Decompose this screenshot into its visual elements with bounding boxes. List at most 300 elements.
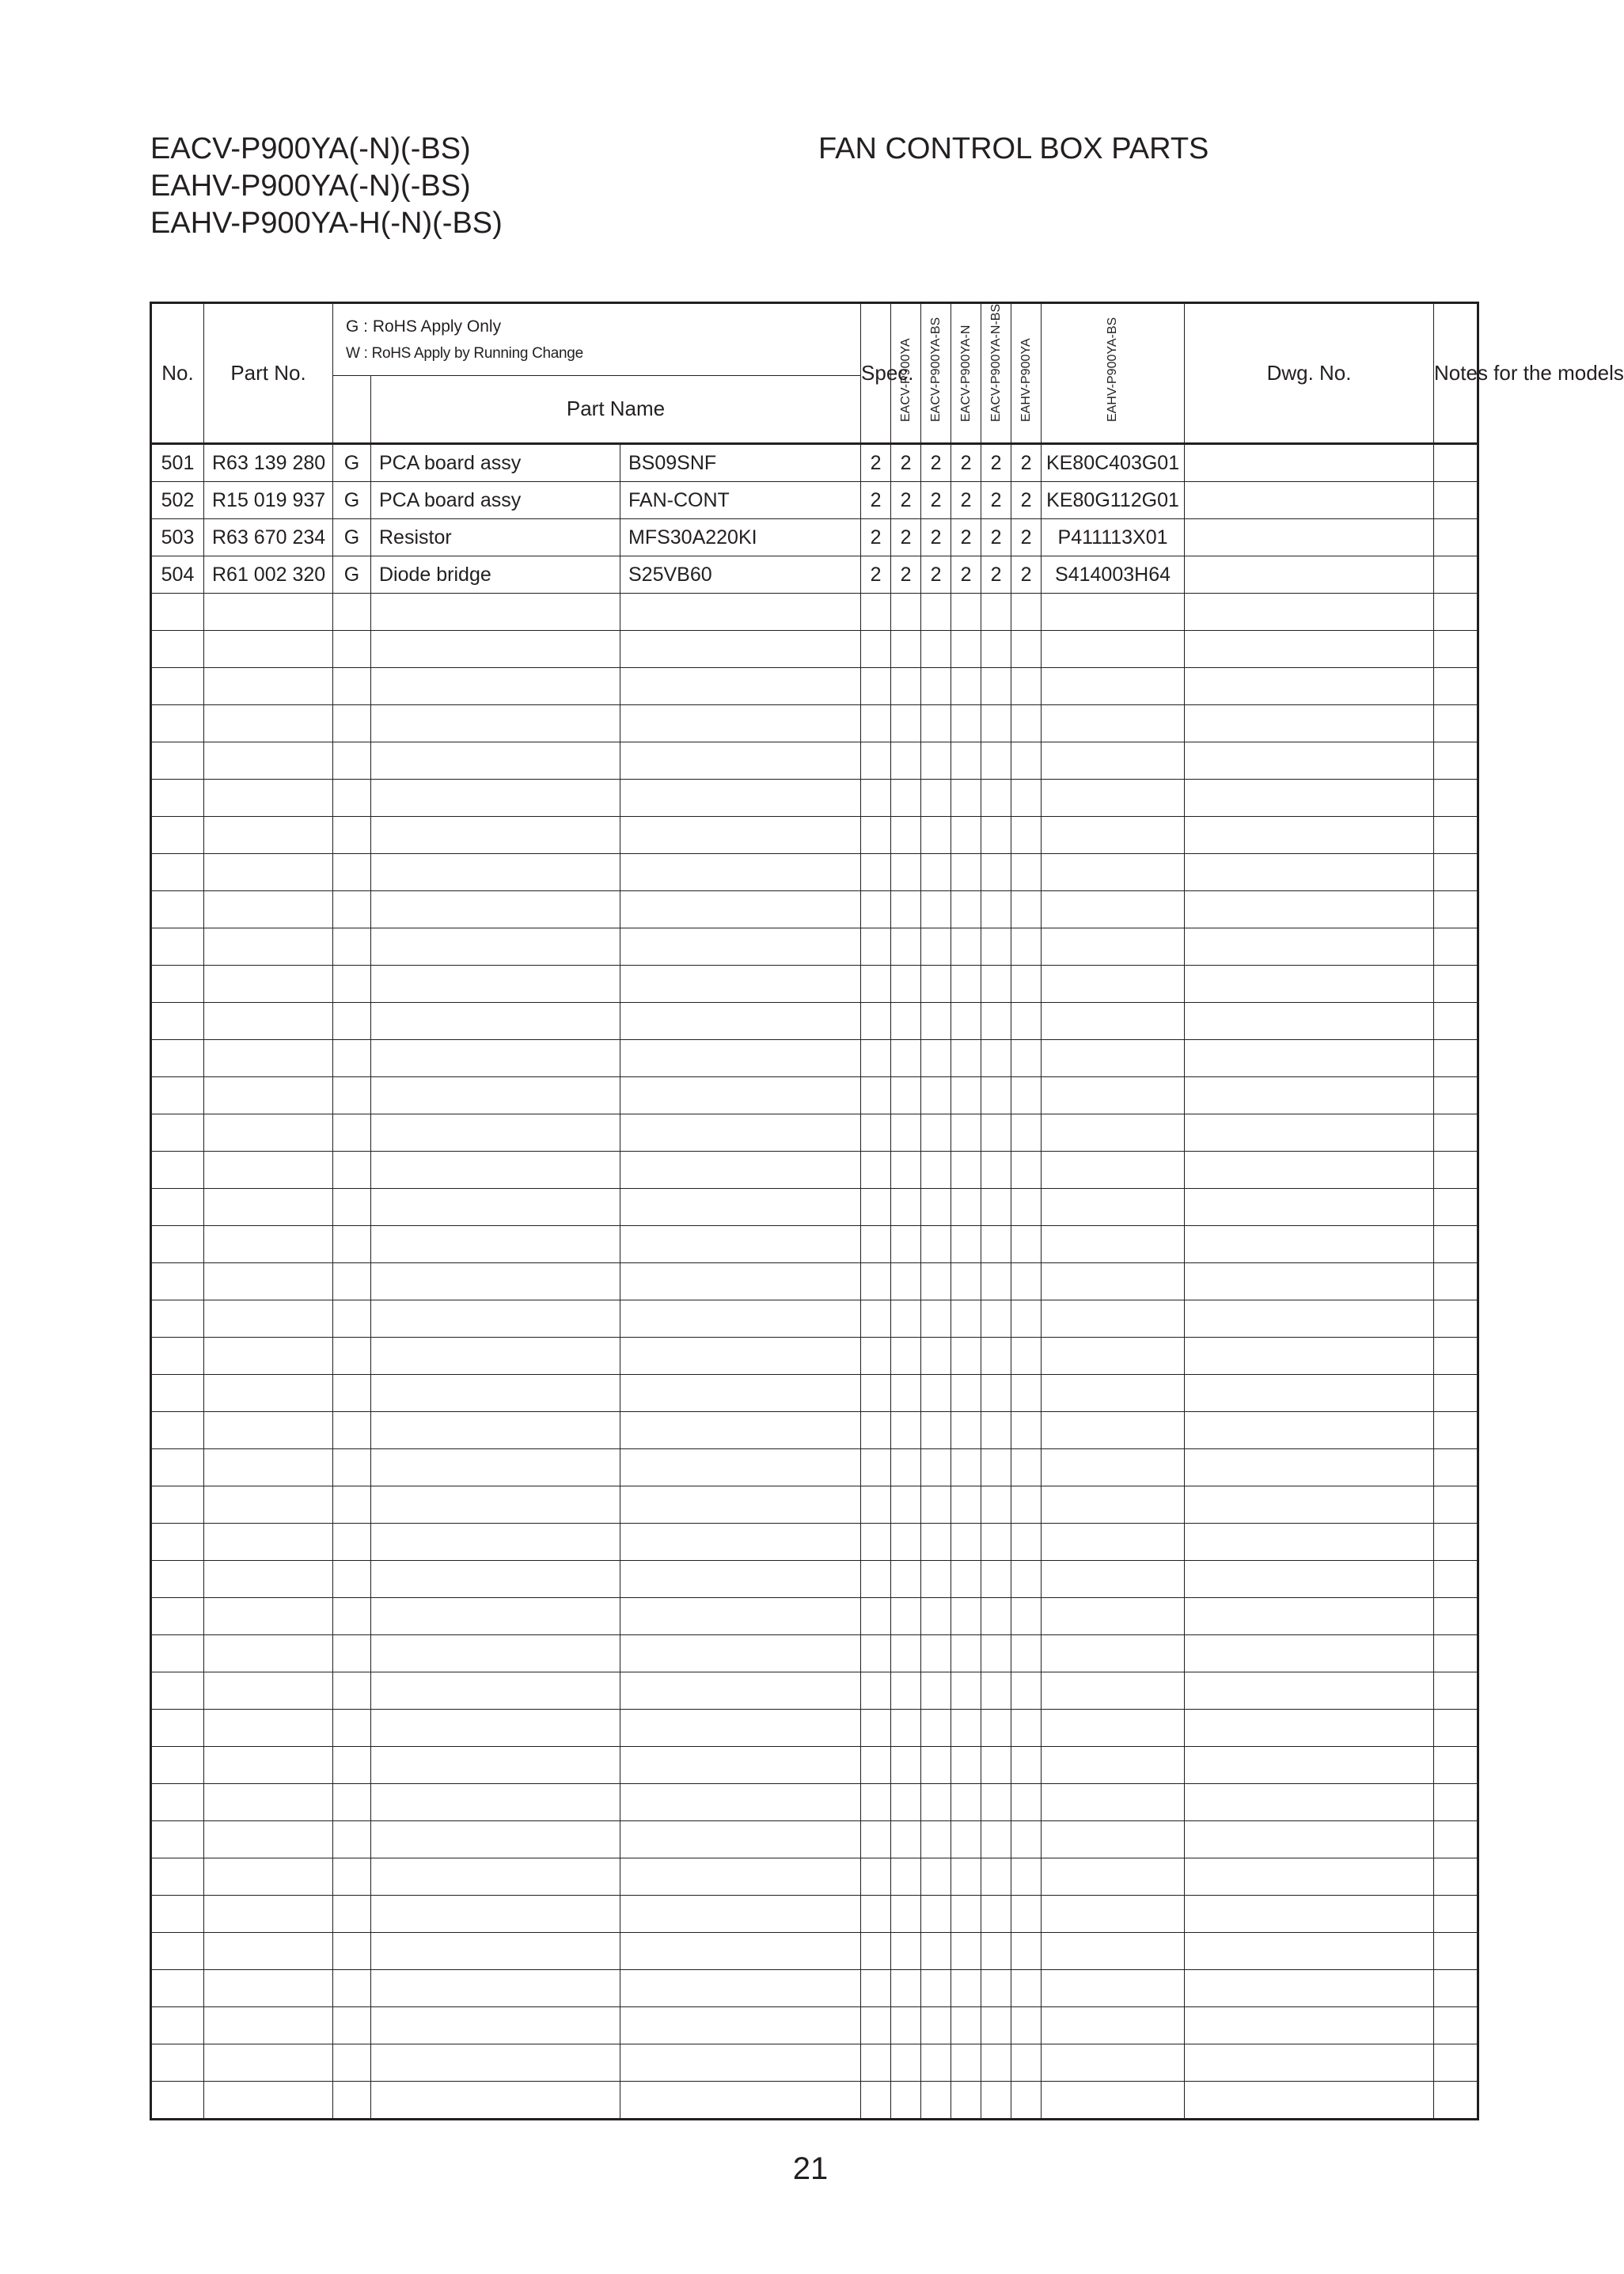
cell-notes [1185,1114,1434,1152]
cell-qty [951,1933,981,1970]
cell-spec [620,1114,861,1152]
cell-qty [861,780,891,817]
cell-qty [951,631,981,668]
cell-qty [951,1672,981,1710]
cell-qty [921,2082,951,2120]
empty-table-row [151,891,1478,928]
empty-table-row [151,668,1478,705]
cell-part-no [204,1598,333,1635]
cell-part-name [371,1524,620,1561]
cell-dwg-no [1042,1189,1185,1226]
cell-part-name [371,1375,620,1412]
cell-revision [1434,631,1478,668]
cell-rohs [333,1896,371,1933]
cell-qty: 2 [1011,482,1042,519]
cell-spec [620,1449,861,1486]
cell-part-no [204,1449,333,1486]
cell-qty [861,966,891,1003]
cell-qty [951,1635,981,1672]
cell-qty [1011,1003,1042,1040]
empty-table-row [151,1524,1478,1561]
cell-qty: 2 [891,556,921,594]
cell-qty [921,742,951,780]
empty-table-row [151,1114,1478,1152]
cell-qty [951,1747,981,1784]
cell-no [151,1077,204,1114]
cell-qty [981,705,1011,742]
empty-table-row [151,1375,1478,1412]
cell-part-no [204,1003,333,1040]
cell-qty [891,631,921,668]
cell-spec [620,1077,861,1114]
cell-no [151,705,204,742]
cell-qty [951,1784,981,1821]
cell-qty [981,1821,1011,1858]
cell-no: 502 [151,482,204,519]
cell-part-no [204,1635,333,1672]
cell-qty [891,1300,921,1338]
cell-qty [1011,1114,1042,1152]
cell-part-name [371,1300,620,1338]
cell-notes [1185,631,1434,668]
cell-revision [1434,556,1478,594]
cell-no [151,1821,204,1858]
cell-spec [620,1784,861,1821]
cell-qty [861,1524,891,1561]
cell-no: 503 [151,519,204,556]
cell-qty [921,1598,951,1635]
cell-spec [620,780,861,817]
cell-no: 501 [151,444,204,482]
cell-revision [1434,2082,1478,2120]
cell-part-name [371,1672,620,1710]
empty-table-row [151,1561,1478,1598]
cell-no [151,1338,204,1375]
cell-dwg-no [1042,1896,1185,1933]
col-header-model-4 [981,303,1011,444]
cell-qty [861,891,891,928]
cell-notes [1185,1933,1434,1970]
cell-notes [1185,482,1434,519]
empty-table-row [151,1858,1478,1896]
cell-qty: 2 [981,444,1011,482]
cell-no [151,742,204,780]
model-label: EACV-P900YA-N [958,325,973,422]
cell-qty: 2 [861,519,891,556]
cell-qty [981,1858,1011,1896]
cell-rohs [333,1524,371,1561]
cell-qty: 2 [951,519,981,556]
cell-part-name [371,1970,620,2007]
cell-rohs [333,705,371,742]
cell-dwg-no: KE80C403G01 [1042,444,1185,482]
cell-qty [1011,1189,1042,1226]
cell-part-no [204,854,333,891]
cell-part-name [371,1040,620,1077]
cell-part-no [204,2082,333,2120]
empty-table-row [151,780,1478,817]
cell-qty [1011,705,1042,742]
cell-part-name [371,1784,620,1821]
cell-part-no: R63 670 234 [204,519,333,556]
cell-qty [951,1114,981,1152]
cell-qty [981,631,1011,668]
cell-qty [891,1486,921,1524]
cell-revision [1434,1896,1478,1933]
cell-part-no [204,742,333,780]
cell-qty [1011,854,1042,891]
empty-table-row [151,705,1478,742]
cell-qty [891,1858,921,1896]
cell-qty [891,1561,921,1598]
col-header-no: No. [151,303,204,444]
cell-rohs [333,1747,371,1784]
cell-revision [1434,1152,1478,1189]
cell-part-name [371,1710,620,1747]
cell-qty [921,1189,951,1226]
empty-table-row [151,1672,1478,1710]
cell-no [151,1375,204,1412]
cell-revision [1434,1300,1478,1338]
cell-dwg-no [1042,817,1185,854]
cell-qty [921,854,951,891]
cell-qty [861,2044,891,2082]
cell-revision [1434,482,1478,519]
cell-rohs [333,1077,371,1114]
cell-part-no [204,1710,333,1747]
cell-notes [1185,742,1434,780]
cell-dwg-no [1042,2044,1185,2082]
cell-qty [861,1300,891,1338]
cell-qty: 2 [861,444,891,482]
cell-rohs [333,1375,371,1412]
cell-qty [921,1449,951,1486]
cell-qty [921,891,951,928]
cell-qty [1011,1672,1042,1710]
model-label: EAHV-P900YA-BS [1106,317,1120,422]
cell-qty [891,1635,921,1672]
cell-rohs [333,668,371,705]
cell-revision [1434,705,1478,742]
cell-notes [1185,1003,1434,1040]
empty-table-row [151,631,1478,668]
cell-qty [921,1635,951,1672]
cell-qty [891,817,921,854]
cell-part-name [371,1747,620,1784]
empty-table-row [151,1263,1478,1300]
cell-qty [921,594,951,631]
cell-part-no [204,1747,333,1784]
empty-table-row [151,854,1478,891]
cell-qty [891,966,921,1003]
col-header-model-6 [1042,303,1185,444]
cell-qty [861,2007,891,2044]
cell-qty [921,1152,951,1189]
cell-qty [951,1821,981,1858]
cell-qty [921,2044,951,2082]
cell-notes [1185,2044,1434,2082]
cell-notes [1185,1152,1434,1189]
cell-qty [1011,2007,1042,2044]
cell-notes [1185,1412,1434,1449]
cell-no [151,594,204,631]
cell-part-name [371,1821,620,1858]
cell-qty [861,1858,891,1896]
empty-table-row [151,1226,1478,1263]
cell-qty [951,928,981,966]
cell-qty [1011,742,1042,780]
parts-table [150,302,1624,2120]
cell-notes [1185,1338,1434,1375]
cell-notes [1185,928,1434,966]
cell-qty [951,1226,981,1263]
cell-spec [620,1263,861,1300]
cell-part-no [204,966,333,1003]
cell-qty [861,1375,891,1412]
cell-qty [1011,966,1042,1003]
cell-no [151,1449,204,1486]
cell-qty [981,1598,1011,1635]
cell-qty [981,1152,1011,1189]
cell-revision [1434,780,1478,817]
cell-qty [891,1784,921,1821]
cell-notes [1185,1375,1434,1412]
table-row [151,556,1478,594]
cell-revision [1434,1263,1478,1300]
model-line: EAHV-P900YA(-N)(-BS) [150,169,471,203]
cell-qty [951,1598,981,1635]
cell-part-name [371,1561,620,1598]
cell-rohs: G [333,444,371,482]
cell-qty [1011,1263,1042,1300]
cell-qty [921,1710,951,1747]
cell-qty: 2 [891,482,921,519]
cell-qty [1011,1598,1042,1635]
cell-qty [981,1449,1011,1486]
cell-qty [891,1375,921,1412]
cell-part-name [371,891,620,928]
cell-qty [861,1561,891,1598]
cell-qty [861,928,891,966]
cell-qty [981,928,1011,966]
cell-dwg-no: P411113X01 [1042,519,1185,556]
empty-table-row [151,742,1478,780]
cell-qty [951,2007,981,2044]
cell-notes [1185,556,1434,594]
cell-rohs [333,1300,371,1338]
cell-qty [861,1672,891,1710]
cell-dwg-no [1042,1710,1185,1747]
cell-spec [620,1561,861,1598]
cell-part-no [204,1040,333,1077]
cell-qty: 2 [921,556,951,594]
cell-qty [891,2082,921,2120]
cell-spec [620,1189,861,1226]
cell-part-no [204,1858,333,1896]
cell-qty [951,1486,981,1524]
cell-qty [981,742,1011,780]
cell-part-no: R61 002 320 [204,556,333,594]
cell-rohs [333,1338,371,1375]
cell-qty [1011,1338,1042,1375]
cell-part-no [204,1486,333,1524]
cell-qty [861,1449,891,1486]
empty-table-row [151,1449,1478,1486]
cell-qty [951,1375,981,1412]
cell-qty: 2 [951,444,981,482]
cell-revision [1434,1561,1478,1598]
cell-qty [981,1003,1011,1040]
model-label: EACV-P900YA-N-BS [988,303,1003,422]
cell-qty [891,1003,921,1040]
cell-notes [1185,1747,1434,1784]
cell-qty [921,1375,951,1412]
cell-revision [1434,2044,1478,2082]
cell-revision [1434,1635,1478,1672]
cell-part-no [204,1375,333,1412]
cell-qty [891,1449,921,1486]
cell-qty [921,817,951,854]
cell-qty [921,631,951,668]
cell-no [151,668,204,705]
cell-notes [1185,1263,1434,1300]
cell-qty: 2 [1011,519,1042,556]
cell-part-name [371,1189,620,1226]
cell-notes [1185,1449,1434,1486]
cell-rohs [333,1114,371,1152]
empty-table-row [151,1040,1478,1077]
cell-spec [620,2007,861,2044]
cell-rohs: G [333,556,371,594]
cell-qty: 2 [981,556,1011,594]
cell-part-name [371,742,620,780]
cell-revision [1434,1933,1478,1970]
cell-qty [891,1710,921,1747]
cell-qty [981,1635,1011,1672]
cell-spec: S25VB60 [620,556,861,594]
cell-qty: 2 [1011,556,1042,594]
cell-rohs [333,631,371,668]
empty-table-row [151,1338,1478,1375]
cell-no [151,1040,204,1077]
cell-dwg-no [1042,705,1185,742]
cell-part-name [371,594,620,631]
cell-revision [1434,2007,1478,2044]
cell-part-no [204,1189,333,1226]
cell-dwg-no [1042,1970,1185,2007]
table-row [151,444,1478,482]
cell-no [151,1152,204,1189]
cell-spec [620,705,861,742]
cell-qty [981,1263,1011,1300]
cell-qty [891,1226,921,1263]
cell-qty [921,1672,951,1710]
cell-part-no [204,1412,333,1449]
cell-revision [1434,966,1478,1003]
cell-qty [1011,594,1042,631]
cell-no [151,891,204,928]
cell-qty [921,1933,951,1970]
cell-dwg-no [1042,891,1185,928]
cell-revision [1434,1189,1478,1226]
cell-notes [1185,705,1434,742]
cell-qty [1011,2044,1042,2082]
cell-qty [861,1338,891,1375]
cell-qty [891,928,921,966]
cell-part-no [204,1896,333,1933]
cell-revision [1434,1114,1478,1152]
cell-qty [951,891,981,928]
cell-spec [620,742,861,780]
cell-dwg-no [1042,1598,1185,1635]
cell-qty [921,928,951,966]
cell-rohs [333,1226,371,1263]
cell-revision [1434,1040,1478,1077]
cell-dwg-no [1042,928,1185,966]
cell-qty [951,594,981,631]
cell-revision [1434,1375,1478,1412]
cell-rohs [333,594,371,631]
cell-qty: 2 [951,482,981,519]
cell-qty [861,1747,891,1784]
cell-rohs [333,1263,371,1300]
cell-qty [951,705,981,742]
cell-qty [861,742,891,780]
cell-qty [861,1152,891,1189]
cell-qty [921,1970,951,2007]
cell-revision [1434,1672,1478,1710]
cell-part-no [204,1300,333,1338]
cell-no [151,1710,204,1747]
empty-table-row [151,1598,1478,1635]
cell-part-name [371,1263,620,1300]
cell-rohs [333,1412,371,1449]
cell-part-no [204,1077,333,1114]
col-header-model-1 [891,303,921,444]
cell-part-no [204,928,333,966]
cell-notes [1185,817,1434,854]
cell-qty [1011,1896,1042,1933]
cell-dwg-no [1042,742,1185,780]
cell-qty [951,1896,981,1933]
cell-rohs [333,1710,371,1747]
cell-dwg-no [1042,1635,1185,1672]
cell-qty [861,817,891,854]
cell-rohs [333,817,371,854]
cell-revision [1434,817,1478,854]
cell-qty [981,1114,1011,1152]
cell-qty [921,1524,951,1561]
cell-revision [1434,444,1478,482]
cell-qty [951,1561,981,1598]
cell-rohs [333,742,371,780]
cell-qty [1011,1226,1042,1263]
empty-table-row [151,1970,1478,2007]
cell-qty [981,1226,1011,1263]
cell-part-no [204,780,333,817]
cell-qty [1011,631,1042,668]
cell-rohs [333,2044,371,2082]
cell-qty: 2 [1011,444,1042,482]
cell-qty [891,1672,921,1710]
cell-qty [861,1263,891,1300]
cell-part-name [371,2044,620,2082]
cell-qty [861,1226,891,1263]
cell-qty [951,1338,981,1375]
cell-part-no [204,2007,333,2044]
empty-table-row [151,966,1478,1003]
cell-notes [1185,1635,1434,1672]
